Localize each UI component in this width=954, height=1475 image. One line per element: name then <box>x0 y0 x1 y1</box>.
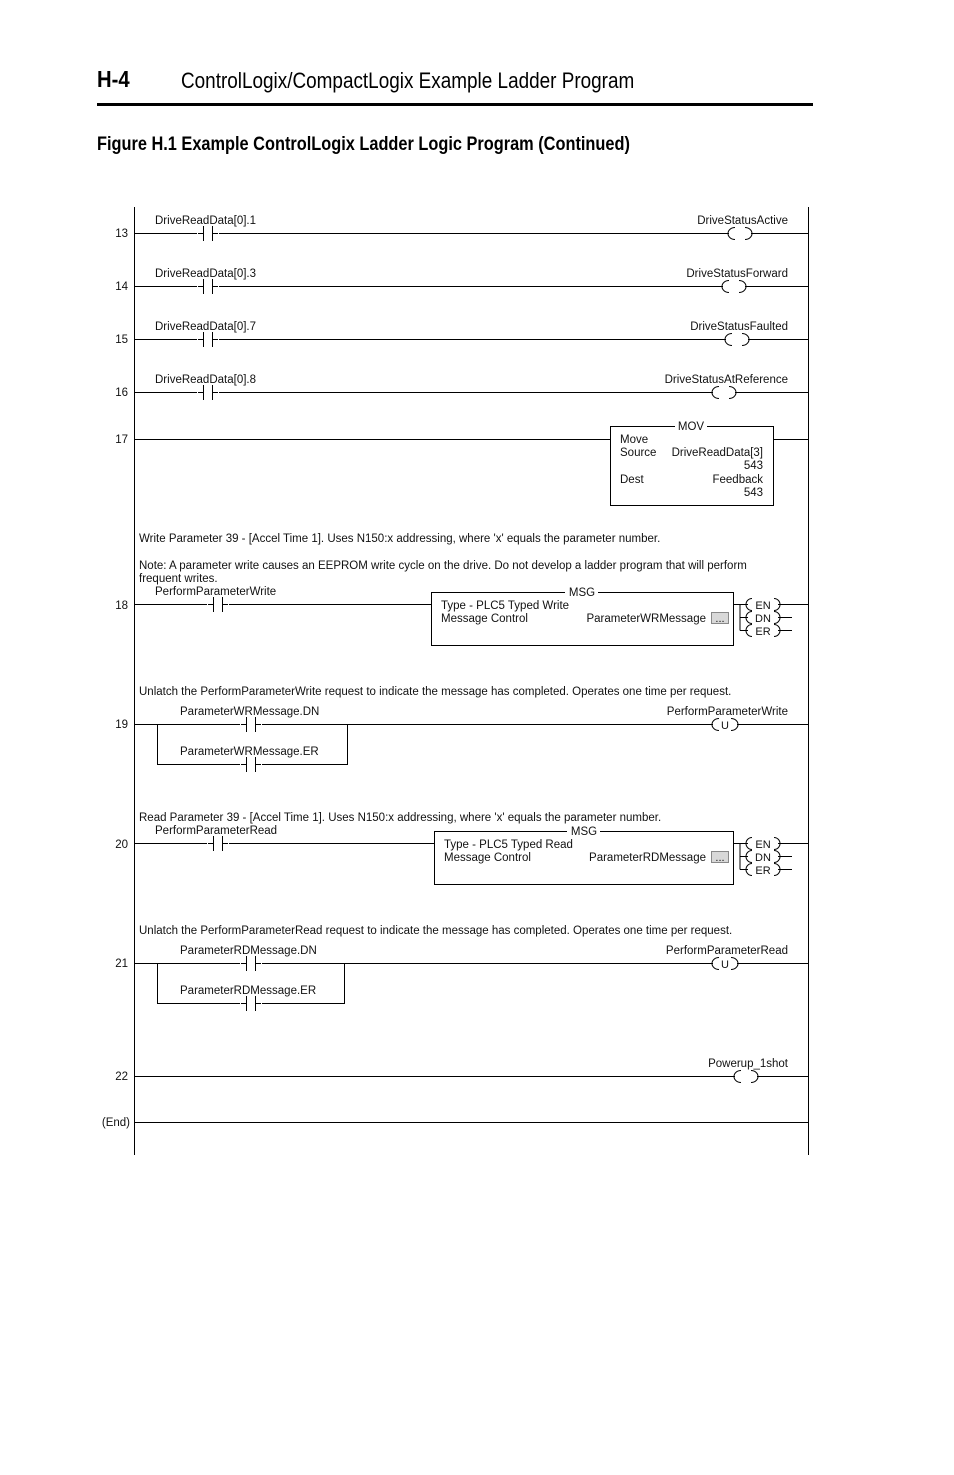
rung-comment: frequent writes. <box>139 573 218 585</box>
source-tag: DriveReadData[3] <box>671 447 763 459</box>
no-contact-icon <box>197 385 219 400</box>
rung-comment: Unlatch the PerformParameterWrite request to indicate the message has completed. Operates one time per request. <box>139 686 732 698</box>
rung-19 <box>135 717 809 772</box>
rung-number: 18 <box>115 600 128 612</box>
dest-label: Dest <box>620 474 644 486</box>
rung-comment: Unlatch the PerformParameterRead request to indicate the message has completed. Operates one time per request. <box>139 925 733 937</box>
rung-14 <box>135 279 809 294</box>
rung-number: 17 <box>115 434 128 446</box>
coil-icon <box>728 227 752 240</box>
coil-tag: DriveStatusActive <box>697 215 788 227</box>
rung-number: 20 <box>115 839 128 851</box>
rung-number: 14 <box>115 281 128 293</box>
rung-comment: Write Parameter 39 - [Accel Time 1]. Uses N150:x addressing, where 'x' equals the parameter number. <box>139 533 661 545</box>
contact-tag: ParameterRDMessage.DN <box>180 945 317 957</box>
pin-dn: DN <box>755 852 771 864</box>
msg-control-label: Message Control <box>441 613 528 625</box>
coil-tag: PerformParameterWrite <box>666 706 788 718</box>
coil-tag: Powerup_1shot <box>708 1058 788 1070</box>
contact-tag: DriveReadData[0].1 <box>155 215 256 227</box>
rung-21 <box>135 956 809 1011</box>
coil-icon <box>725 333 749 346</box>
end-label: (End) <box>101 1117 130 1129</box>
rung-17 <box>135 419 809 506</box>
rung-16 <box>135 385 809 400</box>
coil-icon <box>734 1070 758 1083</box>
page-title: ControlLogix/CompactLogix Example Ladder Program <box>181 68 635 93</box>
coil-tag: DriveStatusForward <box>686 268 788 280</box>
block-instruction: Move <box>620 434 649 446</box>
rung-comment: Note: A parameter write causes an EEPROM write cycle on the drive. Do not develop a ladder program that will perform <box>139 560 747 572</box>
contact-tag: ParameterWRMessage.ER <box>180 746 319 758</box>
coil-icon <box>712 386 736 399</box>
msg-control-tag: ParameterRDMessage <box>589 852 706 864</box>
pin-dn: DN <box>755 613 771 625</box>
source-label: Source <box>620 447 657 459</box>
contact-tag: PerformParameterWrite <box>155 586 277 598</box>
no-contact-icon <box>240 757 262 772</box>
ellipsis-label: ... <box>715 613 725 625</box>
contact-tag: DriveReadData[0].3 <box>155 268 256 280</box>
no-contact-icon <box>207 597 229 612</box>
rung-number: 13 <box>115 228 128 240</box>
no-contact-icon <box>207 836 229 851</box>
rung-number: 21 <box>115 958 128 970</box>
contact-tag: DriveReadData[0].8 <box>155 374 256 386</box>
rung-number: 22 <box>115 1071 128 1083</box>
msg-control-tag: ParameterWRMessage <box>586 613 706 625</box>
rung-number: 19 <box>115 719 128 731</box>
rung-number: 15 <box>115 334 128 346</box>
block-name: MOV <box>677 421 705 433</box>
coil-tag: DriveStatusFaulted <box>690 321 788 333</box>
no-contact-icon <box>240 717 262 732</box>
source-value: 543 <box>743 460 763 472</box>
rung-15 <box>135 332 809 347</box>
pin-er: ER <box>755 865 771 877</box>
page-code: H-4 <box>97 66 130 92</box>
msg-type: Type - PLC5 Typed Read <box>444 839 573 851</box>
msg-type: Type - PLC5 Typed Write <box>441 600 570 612</box>
contact-tag: ParameterRDMessage.ER <box>180 985 317 997</box>
coil-tag: DriveStatusAtReference <box>664 374 788 386</box>
rung-13 <box>135 226 809 241</box>
ellipsis-label: ... <box>715 852 725 864</box>
msg-control-label: Message Control <box>444 852 531 864</box>
contact-tag: PerformParameterRead <box>155 825 278 837</box>
rung-number: 16 <box>115 387 128 399</box>
block-name: MSG <box>568 587 596 599</box>
no-contact-icon <box>240 956 262 971</box>
pin-en: EN <box>755 839 771 851</box>
contact-tag: DriveReadData[0].7 <box>155 321 256 333</box>
rung-22 <box>135 1070 809 1083</box>
coil-letter: U <box>721 720 729 732</box>
no-contact-icon <box>197 226 219 241</box>
no-contact-icon <box>197 332 219 347</box>
rung-comment: Read Parameter 39 - [Accel Time 1]. Uses N150:x addressing, where 'x' equals the parameter number. <box>139 812 662 824</box>
pin-en: EN <box>755 600 771 612</box>
figure-title: Figure H.1 Example ControlLogix Ladder Logic Program (Continued) <box>97 134 630 155</box>
coil-letter: U <box>721 959 729 971</box>
contact-tag: ParameterWRMessage.DN <box>180 706 320 718</box>
no-contact-icon <box>240 996 262 1011</box>
coil-tag: PerformParameterRead <box>665 945 788 957</box>
block-name: MSG <box>570 826 598 838</box>
pin-er: ER <box>755 626 771 638</box>
dest-tag: Feedback <box>712 474 763 486</box>
dest-value: 543 <box>743 487 763 499</box>
no-contact-icon <box>197 279 219 294</box>
coil-icon <box>722 280 746 293</box>
